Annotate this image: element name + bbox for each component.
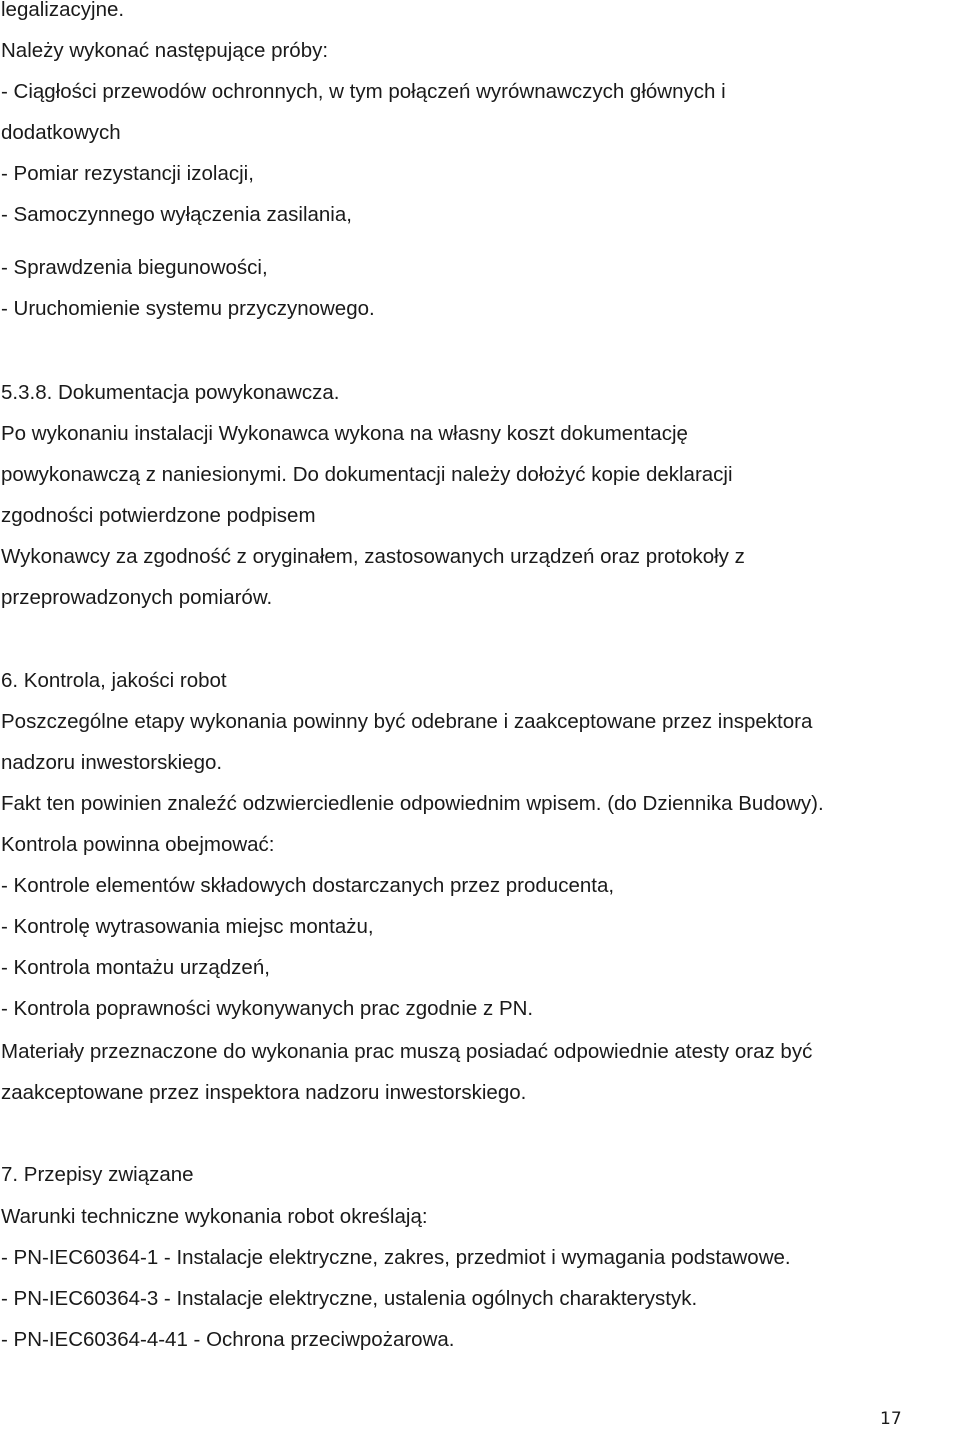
text-line: - Uruchomienie systemu przyczynowego. [1,297,375,320]
text-line: - Samoczynnego wyłączenia zasilania, [1,203,352,226]
text-line: - Kontrole elementów składowych dostarczanych przez producenta, [1,874,615,897]
text-line: - Pomiar rezystancji izolacji, [1,162,254,185]
text-line: Poszczególne etapy wykonania powinny być odebrane i zaakceptowane przez inspektora [1,710,813,733]
text-line: - PN-IEC60364-1 - Instalacje elektryczne, zakres, przedmiot i wymagania podstawowe. [1,1246,791,1269]
section-heading: 6. Kontrola, jakości robot [1,669,227,692]
section-heading: 5.3.8. Dokumentacja powykonawcza. [1,381,340,404]
text-line: legalizacyjne. [1,0,125,21]
text-line: Materiały przeznaczone do wykonania prac muszą posiadać odpowiednie atesty oraz być [1,1040,813,1063]
text-line: zgodności potwierdzone podpisem [1,504,316,527]
text-line: Wykonawcy za zgodność z oryginałem, zastosowanych urządzeń oraz protokoły z [1,545,745,568]
text-line: zaakceptowane przez inspektora nadzoru inwestorskiego. [1,1081,527,1104]
text-line: - Sprawdzenia biegunowości, [1,256,268,279]
text-line: Warunki techniczne wykonania robot określają: [1,1205,428,1228]
text-line: dodatkowych [1,121,121,144]
section-heading: 7. Przepisy związane [1,1163,194,1186]
text-line: Po wykonaniu instalacji Wykonawca wykona na własny koszt dokumentację [1,422,688,445]
text-line: przeprowadzonych pomiarów. [1,586,273,609]
text-line: - Kontrola poprawności wykonywanych prac zgodnie z PN. [1,997,534,1020]
text-line: - Kontrola montażu urządzeń, [1,956,270,979]
text-line: - PN-IEC60364-3 - Instalacje elektryczne, ustalenia ogólnych charakterystyk. [1,1287,698,1310]
text-line: - Ciągłości przewodów ochronnych, w tym połączeń wyrównawczych głównych i [1,80,726,103]
text-line: - PN-IEC60364-4-41 - Ochrona przeciwpożarowa. [1,1328,455,1351]
text-line: nadzoru inwestorskiego. [1,751,223,774]
text-line: Należy wykonać następujące próby: [1,39,329,62]
text-line: Fakt ten powinien znaleźć odzwierciedlenie odpowiednim wpisem. (do Dziennika Budowy). [1,792,824,815]
text-line: powykonawczą z naniesionymi. Do dokumentacji należy dołożyć kopie deklaracji [1,463,733,486]
page-number: 17 [880,1409,902,1429]
text-line: - Kontrolę wytrasowania miejsc montażu, [1,915,374,938]
text-line: Kontrola powinna obejmować: [1,833,275,856]
